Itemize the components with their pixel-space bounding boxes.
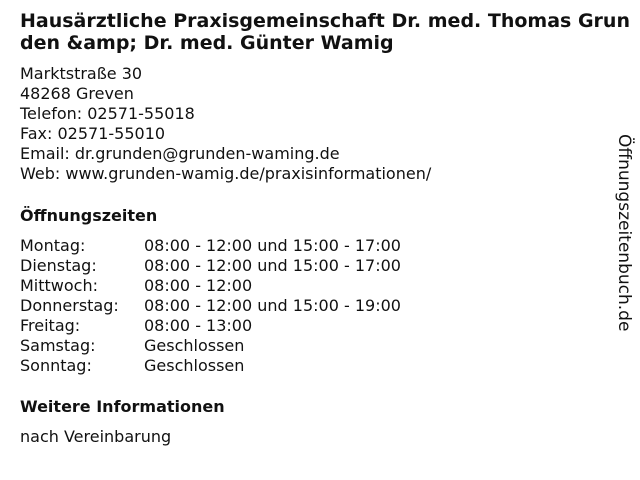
hours-time: 08:00 - 12:00 und 15:00 - 19:00 xyxy=(144,296,401,315)
hours-day: Samstag: xyxy=(20,336,96,355)
hours-day: Dienstag: xyxy=(20,256,97,275)
phone-number: Telefon: 02571-55018 xyxy=(20,104,195,123)
street-address: Marktstraße 30 xyxy=(20,64,143,83)
page-title: Hausärztliche Praxisgemeinschaft Dr. med. Thomas Grunden &amp; Dr. med. Günter Wamig xyxy=(20,10,630,54)
hours-time: Geschlossen xyxy=(144,336,245,355)
hours-time: 08:00 - 12:00 und 15:00 - 17:00 xyxy=(144,256,401,275)
hours-day: Montag: xyxy=(20,236,86,255)
hours-row xyxy=(20,236,620,256)
watermark-label: Öffnungszeitenbuch.de xyxy=(614,134,634,332)
hours-row xyxy=(20,276,620,296)
website-url: Web: www.grunden-wamig.de/praxisinformationen/ xyxy=(20,164,432,183)
fax-number: Fax: 02571-55010 xyxy=(20,124,166,143)
hours-time: 08:00 - 12:00 und 15:00 - 17:00 xyxy=(144,236,401,255)
hours-row xyxy=(20,316,620,336)
hours-day: Freitag: xyxy=(20,316,81,335)
opening-hours-heading: Öffnungszeiten xyxy=(20,206,158,225)
hours-row xyxy=(20,356,620,376)
hours-row xyxy=(20,296,620,316)
hours-day: Mittwoch: xyxy=(20,276,98,295)
more-info-heading: Weitere Informationen xyxy=(20,397,225,416)
hours-row xyxy=(20,336,620,356)
opening-hours-table xyxy=(20,236,620,376)
email-address: Email: dr.grunden@grunden-waming.de xyxy=(20,144,340,163)
hours-time: 08:00 - 12:00 xyxy=(144,276,253,295)
more-info-text: nach Vereinbarung xyxy=(20,427,172,446)
hours-row xyxy=(20,256,620,276)
hours-time: Geschlossen xyxy=(144,356,245,375)
hours-time: 08:00 - 13:00 xyxy=(144,316,253,335)
hours-day: Donnerstag: xyxy=(20,296,119,315)
city-address: 48268 Greven xyxy=(20,84,134,103)
hours-day: Sonntag: xyxy=(20,356,92,375)
contact-block xyxy=(20,64,620,184)
